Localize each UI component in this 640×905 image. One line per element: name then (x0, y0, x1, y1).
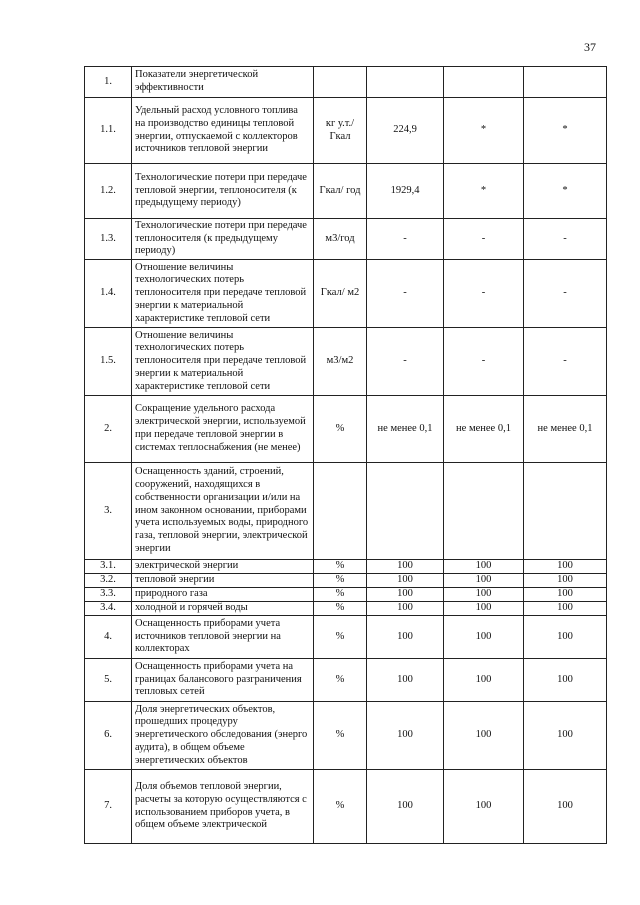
row-number: 1. (85, 67, 132, 98)
indicator-value-1: - (367, 260, 444, 328)
indicator-unit: м3/м2 (314, 328, 367, 396)
indicator-unit: кг у.т./ Гкал (314, 98, 367, 164)
indicator-value-1: 100 (367, 659, 444, 702)
indicator-value-3: не менее 0,1 (524, 396, 607, 463)
indicator-value-2 (444, 67, 524, 98)
indicator-value-1: 100 (367, 702, 444, 770)
table-row (85, 770, 607, 844)
indicator-value-3: 100 (524, 602, 607, 616)
row-number: 1.5. (85, 328, 132, 396)
indicator-value-2: 100 (444, 588, 524, 602)
indicator-unit: % (314, 560, 367, 574)
table-row (85, 463, 607, 560)
row-number: 3.3. (85, 588, 132, 602)
indicator-value-2: 100 (444, 659, 524, 702)
indicator-value-3: 100 (524, 702, 607, 770)
indicator-name: природного газа (132, 588, 314, 602)
row-number: 3. (85, 463, 132, 560)
indicator-unit: % (314, 702, 367, 770)
table-row (85, 328, 607, 396)
indicator-value-1 (367, 463, 444, 560)
indicator-unit: % (314, 770, 367, 844)
page-number: 37 (584, 40, 596, 54)
indicator-unit: % (314, 396, 367, 463)
indicator-value-3: - (524, 328, 607, 396)
indicator-value-3: 100 (524, 588, 607, 602)
indicator-name: Оснащенность зданий, строений, сооружений, находящихся в собственности организации и/или на ином законном основании, приборами учета используемых воды, природного газа, тепловой энергии, электрической энергии (132, 463, 314, 560)
indicator-value-1: 1929,4 (367, 164, 444, 219)
table-row (85, 574, 607, 588)
indicator-value-3: 100 (524, 560, 607, 574)
indicator-value-2: 100 (444, 616, 524, 659)
indicator-value-3 (524, 463, 607, 560)
indicator-value-3: * (524, 98, 607, 164)
indicator-name: Сокращение удельного расхода электрической энергии, используемой при передаче тепловой энергии в системах теплоснабжения (не менее) (132, 396, 314, 463)
table-row (85, 702, 607, 770)
indicator-value-1: 100 (367, 588, 444, 602)
indicator-value-2: * (444, 164, 524, 219)
indicator-unit: % (314, 588, 367, 602)
table-row (85, 616, 607, 659)
row-number: 3.4. (85, 602, 132, 616)
indicator-value-2: 100 (444, 702, 524, 770)
indicator-value-2: 100 (444, 602, 524, 616)
indicator-name: Показатели энергетической эффективности (132, 67, 314, 98)
indicator-value-2: 100 (444, 770, 524, 844)
indicator-value-2: - (444, 328, 524, 396)
row-number: 4. (85, 616, 132, 659)
indicator-unit: м3/год (314, 219, 367, 260)
indicator-value-1: - (367, 328, 444, 396)
table-row (85, 396, 607, 463)
indicator-value-2: - (444, 260, 524, 328)
indicator-name: Технологические потери при передаче теплоносителя (к предыдущему периоду) (132, 219, 314, 260)
indicator-unit (314, 463, 367, 560)
table-row (85, 98, 607, 164)
indicator-value-2: 100 (444, 574, 524, 588)
indicator-value-3: 100 (524, 616, 607, 659)
indicator-value-1: 100 (367, 560, 444, 574)
indicator-value-1: - (367, 219, 444, 260)
indicator-value-1 (367, 67, 444, 98)
row-number: 5. (85, 659, 132, 702)
indicator-name: Оснащенность приборами учета на границах балансового разграничения тепловых сетей (132, 659, 314, 702)
indicator-unit: % (314, 574, 367, 588)
indicator-name: тепловой энергии (132, 574, 314, 588)
indicator-value-1: 100 (367, 602, 444, 616)
indicator-unit: % (314, 616, 367, 659)
indicator-value-3: * (524, 164, 607, 219)
indicator-name: холодной и горячей воды (132, 602, 314, 616)
table-row (85, 588, 607, 602)
indicator-value-1: 100 (367, 770, 444, 844)
row-number: 7. (85, 770, 132, 844)
indicator-unit: Гкал/ м2 (314, 260, 367, 328)
indicator-value-2: * (444, 98, 524, 164)
indicator-unit: Гкал/ год (314, 164, 367, 219)
table-row (85, 67, 607, 98)
table-row (85, 659, 607, 702)
row-number: 1.2. (85, 164, 132, 219)
indicator-name: Отношение величины технологических потерь теплоносителя при передаче тепловой энергии к материальной характеристике тепловой сети (132, 328, 314, 396)
indicator-value-1: не менее 0,1 (367, 396, 444, 463)
table-row (85, 602, 607, 616)
table-row (85, 560, 607, 574)
table-row (85, 260, 607, 328)
indicator-value-2: - (444, 219, 524, 260)
indicator-value-1: 224,9 (367, 98, 444, 164)
indicator-unit (314, 67, 367, 98)
indicator-value-1: 100 (367, 616, 444, 659)
indicator-value-3: - (524, 219, 607, 260)
indicator-name: Отношение величины технологических потерь теплоносителя при передаче тепловой энергии к материальной характеристике тепловой сети (132, 260, 314, 328)
indicator-name: Технологические потери при передаче тепловой энергии, теплоносителя (к предыдущему периоду) (132, 164, 314, 219)
row-number: 3.2. (85, 574, 132, 588)
indicator-value-3 (524, 67, 607, 98)
row-number: 1.3. (85, 219, 132, 260)
indicator-value-2: не менее 0,1 (444, 396, 524, 463)
indicator-name: Доля объемов тепловой энергии, расчеты за которую осуществляются с использованием приборов учета, в общем объеме электрической (132, 770, 314, 844)
indicator-name: электрической энергии (132, 560, 314, 574)
table-row (85, 219, 607, 260)
table-row (85, 164, 607, 219)
indicator-value-2 (444, 463, 524, 560)
indicator-value-2: 100 (444, 560, 524, 574)
row-number: 2. (85, 396, 132, 463)
row-number: 3.1. (85, 560, 132, 574)
row-number: 1.1. (85, 98, 132, 164)
indicator-value-3: 100 (524, 659, 607, 702)
indicator-value-3: - (524, 260, 607, 328)
indicator-name: Удельный расход условного топлива на производство единицы тепловой энергии, отпускаемой с коллекторов источников тепловой энергии (132, 98, 314, 164)
indicators-table (84, 66, 607, 844)
indicator-name: Оснащенность приборами учета источников тепловой энергии на коллекторах (132, 616, 314, 659)
indicator-value-3: 100 (524, 574, 607, 588)
indicator-value-1: 100 (367, 574, 444, 588)
indicator-value-3: 100 (524, 770, 607, 844)
indicator-unit: % (314, 602, 367, 616)
row-number: 1.4. (85, 260, 132, 328)
indicator-name: Доля энергетических объектов, прошедших процедуру энергетического обследования (энерго аудита), в общем объеме энергетических объектов (132, 702, 314, 770)
indicator-unit: % (314, 659, 367, 702)
row-number: 6. (85, 702, 132, 770)
